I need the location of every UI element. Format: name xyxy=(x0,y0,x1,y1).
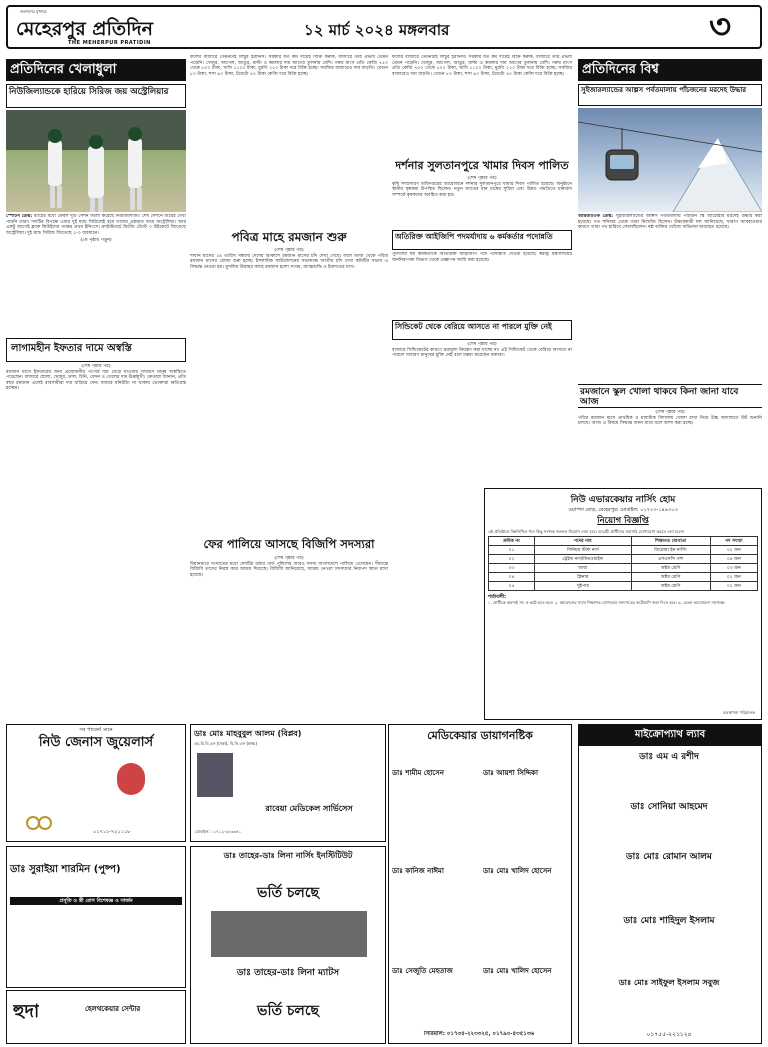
notice-row xyxy=(489,573,758,582)
alps-photo xyxy=(578,108,762,212)
nursing-group-photo xyxy=(211,911,367,957)
ad-nursing-institute xyxy=(190,846,386,1044)
biplob-photo xyxy=(197,753,233,797)
diagnostic-doctor: ডাঃ মোঃ খালিদ হোসেন xyxy=(483,967,552,975)
notice-cell: ০১ xyxy=(489,546,535,555)
notice-title: নিয়োগ বিজ্ঞপ্তি xyxy=(597,516,649,526)
page-number: ৩ xyxy=(708,7,732,47)
alps-article xyxy=(578,214,762,364)
ad-doctor-biplob xyxy=(190,724,386,842)
suraiya-specialty: প্রসূতি ও স্ত্রী রোগ বিশেষজ্ঞ ও সার্জন xyxy=(10,897,182,905)
notice-header: ক্রমিক নং xyxy=(489,537,535,546)
cricket-photo xyxy=(6,110,186,212)
diagnostic-name: মেডিকেয়ার ডায়াগনষ্টিক xyxy=(427,729,533,742)
school-body: পবিত্র রমজান মাসে প্রাথমিক ও মাধ্যমিক বিদ্যালয় খোলা রাখা নিয়ে উচ্চ আদালতে রিট শুনানি চলছে। আজ এ বিষয়ে সিদ্ধান্ত জানা যাবে বলে আশা করা হচ্ছে। xyxy=(578,415,762,427)
notice-cell: ট্রেইন্ড নার্স/মিডওয়াইফ xyxy=(535,555,631,564)
farm-continued: (শেষ পৃষ্ঠার পর) xyxy=(467,176,497,181)
farm-body: কৃষি সম্প্রসারণ অধিদপ্তরের আয়োজনে দর্শনার সুলতানপুরে খামার দিবস পালিত হয়েছে। অনুষ্ঠানে স্থানীয় কৃষকরা উপস্থিত ছিলেন। নতুন জাতের ধান চাষের সুবিধা এবং উন্নত পদ্ধতিতে চাষাবাদ সম্পর্কে কৃষকদের অবহিত করা হয়। xyxy=(392,181,572,198)
masthead-name: মেহেরপুর প্রতিদিন xyxy=(16,18,153,40)
section-world: প্রতিদিনের বিশ্ব xyxy=(578,59,762,81)
alps-byline: আন্তর্জাতিক ডেস্ক: xyxy=(578,214,614,219)
ramadan-continued: (শেষ পৃষ্ঠার পর) xyxy=(274,248,304,253)
iftar-body: রমজান মাসে ইফতারের জন্য প্রয়োজনীয় পণ্যের দাম বেড়ে যাওয়ায় সাধারণ মানুষ অস্বস্তিতে পড়েছেন। বাজারে ছোলা, খেজুর, ডাল, চিনি, বেসন ও তেলের দাম ঊর্ধ্বমুখী। ক্রেতারা জানান, প্রতি বছর রমজান এলেই ব্যবসায়ীরা দাম বাড়িয়ে দেন। বাজার মনিটরিং না থাকায় ভোক্তারা ক্ষতিগ্রস্ত হচ্ছেন। xyxy=(6,369,186,392)
notice-cell: ডিপ্লোমা ইন নার্সিং xyxy=(631,546,710,555)
ramadan-headline: পবিত্র মাহে রমজান শুরু xyxy=(231,230,347,244)
bgp-headline: ফের পালিয়ে আসছে বিজিপি সদস্যরা xyxy=(203,537,375,551)
masthead-name-en: THE MEHERPUR PRATIDIN xyxy=(68,40,151,46)
biplob-phone: মোবাইল: ০১৭১২-২৮৩৩৪১ xyxy=(195,829,242,834)
masthead xyxy=(6,5,762,49)
notice-header: পদ সংখ্যা xyxy=(710,537,757,546)
diagnostic-doctor: ডাঃ আয়শা সিদ্দিকা xyxy=(483,769,538,777)
notice-cell: ০৪ xyxy=(489,573,535,582)
cricket-body: ম্যাচের মধ্যে কেবল দুটি সেশন ফলো করেছে নিউজিল্যান্ড। শেষ সেশনে জয়ের দেখা পায়নি তারা। দলটির বিপক্ষে এবার দুই ম্যাচ সিরিজেই হয়ে তাদের একমাত্র জয়ে অস্ট্রেলিয়া। আর একটু আগেই ব্ল্যাক কিউইদের পক্ষের প্রথম ইনিংসে। ক্রাইস্টচার্চে দ্বিতীয় টেস্টে ৩ উইকেটে জিতেছে অস্ট্রেলিয়া। দুই ম্যাচ সিরিজ জিতেছে ২-০ ব্যবধানে। xyxy=(6,214,186,236)
notice-header: পদের নাম xyxy=(535,537,631,546)
notice-cell: ০২ জন xyxy=(710,582,757,591)
notice-signature: ব্যবস্থাপনা পরিচালক xyxy=(722,710,755,715)
notice-intro: এই প্রতিষ্ঠানে নিম্নলিখিত পদে কিছু সংখ্যক জনবল নিয়োগ দেয়া হবে। আগ্রহী প্রার্থীদের সরাসরি যোগাযোগ করতে বলা হলো। xyxy=(488,529,685,534)
mats-title: ডাঃ তাহের-ডাঃ লিনা ম্যাটস xyxy=(236,968,340,978)
section-sports: প্রতিদিনের খেলাধুলা xyxy=(6,59,186,81)
alps-body: সুইজারল্যান্ডের আল্পস পর্বতমালায় পাঁচজন স্কি আরোহীর মরদেহ উদ্ধার করা হয়েছে। গত শনিবার থেকে তারা নিখোঁজ ছিলেন। উদ্ধারকারী দল জানিয়েছে, খারাপ আবহাওয়ার কারণে তারা পথ হারিয়ে ফেলেছিলেন। ষষ্ঠ ব্যক্তির খোঁজে অভিযান অব্যাহত রয়েছে। xyxy=(578,214,762,231)
ramadan-body: শাবান মাসের ২৯ তারিখ সন্ধ্যায় দেশের আকাশে রমজান মাসের চাঁদ দেখা গেছে। ফলে আজ থেকে পবিত্র রমজান মাসের রোজা শুরু হচ্ছে। ইসলামিক ফাউন্ডেশনের সভাকক্ষে জাতীয় চাঁদ দেখা কমিটির সভায় এ সিদ্ধান্ত নেওয়া হয়। মুসলিম উম্মাহর কাছে রমজান হলো সংযম, আত্মশুদ্ধি ও ইবাদতের মাস। xyxy=(190,253,388,270)
cricket-article xyxy=(6,214,186,336)
school-article xyxy=(578,410,762,486)
micropath-doctor: ডাঃ মোঃ শাহিদুল ইসলাম xyxy=(623,916,715,926)
notice-terms-title: শর্তাবলী: xyxy=(488,594,507,600)
micropath-name: মাইক্রোপ্যাথ ল্যাব xyxy=(579,725,761,746)
huda-subtitle: হেলথকেয়ার সেন্টার xyxy=(85,1005,141,1013)
police-headline: অতিরিক্ত আইজিপি পদমর্যাদায় ৬ কর্মকর্তার পদোন্নতি xyxy=(392,230,572,250)
notice-cell: ০৩ xyxy=(489,564,535,573)
iftar-headline: লাগামহীন ইফতার দামে অস্বস্তি xyxy=(6,338,186,362)
market-article xyxy=(190,55,388,225)
notice-row xyxy=(489,546,758,555)
police-article xyxy=(392,252,572,318)
micropath-doctor: ডাঃ এম এ রশীদ xyxy=(639,752,699,762)
diagnostic-phone: সিরিয়াল: ০১৭৩৫-২২৩৩২৫, ০১৭৯০-৫৩৫১৩৬ xyxy=(423,1031,535,1037)
diagnostic-doctor: ডাঃ কানিজ নাঈমা xyxy=(392,867,444,875)
notice-cell: অষ্টম শ্রেণি xyxy=(631,564,710,573)
jewellers-phone: ০১৭১২-৭২১১১৮ xyxy=(93,829,131,835)
school-headline: রমজানে স্কুল খোলা থাকবে কিনা জানা যাবে আজ xyxy=(578,384,762,408)
notice-cell: আয়া xyxy=(535,564,631,573)
notice-cell: সুইপার xyxy=(535,582,631,591)
micropath-doctor: ডাঃ মোঃ সাইফুল ইসলাম সবুজ xyxy=(618,978,720,987)
biplob-org: রাবেয়া মেডিকেল সার্ভিসেস xyxy=(265,804,353,813)
suraiya-name: ডাঃ সুরাইয়া শারমিন (পুষ্প) xyxy=(10,864,121,875)
huda-name: হুদা xyxy=(13,1001,40,1022)
police-body: পুলিশের ছয় কর্মকর্তাকে অতিরিক্ত আইজিপি পদে পদোন্নতি দেওয়া হয়েছে। স্বরাষ্ট্র মন্ত্রণালয়ের জননিরাপত্তা বিভাগ থেকে প্রজ্ঞাপন জারি করা হয়েছে। xyxy=(392,252,572,263)
masthead-tagline: জনগণের মুখপত্র xyxy=(20,9,47,14)
proprietor-photo xyxy=(117,763,145,795)
cricket-byline: স্পোর্টস ডেস্ক: xyxy=(6,214,33,219)
micropath-doctor: ডাঃ মোঃ রোমান আলম xyxy=(626,852,712,862)
ad-medicare-diagnostic xyxy=(388,724,572,1044)
ad-jewellers xyxy=(6,724,186,842)
cable-car-illustration xyxy=(578,108,762,212)
notice-cell: সিনিয়র স্টাফ নার্স xyxy=(535,546,631,555)
notice-row xyxy=(489,564,758,573)
notice-terms: ১. প্রার্থীকে অবশ্যই সৎ ও কর্মঠ হতে হবে। ২. আবেদনের সাথে শিক্ষাগত যোগ্যতার সনদপত্রের ফটোকপি জমা দিতে হবে। ৩. বেতন আলোচনা সাপেক্ষে। xyxy=(488,600,726,605)
ad-micropath-lab xyxy=(578,724,762,1044)
nursing-cta: ভর্তি চলছে xyxy=(257,885,319,901)
iftar-continued: (শেষ পৃষ্ঠার পর) xyxy=(81,364,111,369)
notice-cell: অষ্টম শ্রেণি xyxy=(631,582,710,591)
notice-cell: এসএসসি পাশ xyxy=(631,555,710,564)
biplob-name: ডাঃ মোঃ মাহবুবুল আলম (বিপ্লব) xyxy=(194,729,302,738)
jewellers-title: নিউ জেনাস জুয়েলার্স xyxy=(38,735,154,750)
cricketers-illustration xyxy=(6,110,186,212)
diagnostic-doctor: ডাঃ মোঃ খালিদ হোসেন xyxy=(483,867,552,875)
center-top-body: ফলের বাজারে তেমনটাই লিচুর ইরানিস। সরকার যত কম দামেই বিক্রি করুক, বাজারে তার প্রভাব তেমন পড়েনি। খেজুর, আপেল, আঙুর, মাল্টা ও কমলার দাম আগের তুলনায় বেশি। গরুর মাংস প্রতি কেজি ৭৫০ থেকে ৮০০ টাকা, খাসি ১১০০ টাকা, মুরগি ২২০ টাকা দরে বিক্রি হচ্ছে। সবজির বাজারেও দাম বাড়তি। বেগুন ৮০ টাকা, শসা ৬০ টাকা, টমেটো ৪০ টাকা কেজি দরে বিক্রি হচ্ছে। xyxy=(392,55,572,77)
syndicate-body: বাজারে সিন্ডিকেটের কারণে দ্রব্যমূল্য নিয়ন্ত্রণ করা যাচ্ছে না। এই সিন্ডিকেট থেকে বেরিয়ে আসতে না পারলে সাধারণ মানুষের মুক্তি নেই বলে মন্তব্য করেছেন বক্তারা। xyxy=(392,347,572,359)
notice-cell: ক্লিনার xyxy=(535,573,631,582)
cricket-headline: নিউজিল্যান্ডকে হারিয়ে সিরিজ জয় অস্ট্রেলিয়ার xyxy=(6,84,186,108)
ad-huda-healthcare xyxy=(6,990,186,1044)
cricket-more: (৫ম পৃষ্ঠায় পড়ুন) xyxy=(80,238,112,244)
bgp-article xyxy=(190,556,388,718)
micropath-phone: ০১৭৫৫-২২১১২৪ xyxy=(646,1031,692,1038)
alps-headline: সুইজারল্যান্ডের আল্পস পর্বতমালায় পাঁচজনের মরদেহ উদ্ধার xyxy=(578,84,762,106)
notice-org: নিউ এভারকেয়ার নার্সিং হোম xyxy=(570,495,676,505)
notice-address: ওয়াপদা মোড়, মেহেরপুর। মোবাইল: ০১৭২৩-১৪৯৩০৩ xyxy=(568,507,678,513)
ramadan-article xyxy=(190,248,388,530)
notice-row xyxy=(489,582,758,591)
notice-cell: ০২ xyxy=(489,555,535,564)
micropath-doctor: ডাঃ সোনিয়া আহমেদ xyxy=(630,802,708,812)
jewellers-tagline: সব পাবেন! মানে xyxy=(79,727,113,733)
farm-headline: দর্শনার সুলতানপুরে খামার দিবস পালিত xyxy=(395,159,569,172)
bgp-body: মিয়ানমারে সংঘাতের মধ্যে দেশটির বর্ডার গার্ড পুলিশের আরও সদস্য বাংলাদেশে পালিয়ে এসেছেন। সীমান্তে বিজিবি তাদের নিরস্ত্র করে আশ্রয় দিয়েছে। বিজিবি জানিয়েছে, আশ্রয় নেওয়া সদস্যদের নিরাপদ স্থানে রাখা হয়েছে। xyxy=(190,561,388,578)
syndicate-continued: (শেষ পৃষ্ঠার পর) xyxy=(467,342,497,347)
notice-header: শিক্ষাগত যোগ্যতা xyxy=(631,537,710,546)
mats-cta: ভর্তি চলছে xyxy=(257,1003,319,1019)
notice-cell: ০২ জন xyxy=(710,573,757,582)
ad-doctor-suraiya xyxy=(6,846,186,988)
diagnostic-doctor: ডাঃ সেজুতি মেহতাজ xyxy=(392,967,453,975)
notice-cell: ০৫ xyxy=(489,582,535,591)
center-top-article xyxy=(392,55,572,155)
notice-cell: ০৪ জন xyxy=(710,555,757,564)
recruitment-notice xyxy=(484,488,762,720)
bgp-continued: (শেষ পৃষ্ঠার পর) xyxy=(274,556,304,561)
biplob-degree: এম.বি.বি.এস (ঢাকা), বি.সি.এস (স্বাস্থ্য) xyxy=(194,741,258,746)
notice-cell: ০২ জন xyxy=(710,546,757,555)
notice-table xyxy=(488,536,758,591)
nursing-title: ডাঃ তাহের-ডাঃ লিনা নার্সিং ইনস্টিটিউট xyxy=(223,851,353,860)
iftar-article xyxy=(6,364,186,719)
diagnostic-doctor: ডাঃ শামীম হোসেন xyxy=(392,769,444,777)
masthead-date: ১২ মার্চ ২০২৪ মঙ্গলবার xyxy=(304,21,450,39)
school-continued: (শেষ পৃষ্ঠার পর) xyxy=(655,410,685,415)
syndicate-article xyxy=(392,342,572,482)
syndicate-headline: সিন্ডিকেট থেকে বেরিয়ে আসতে না পারলে মুক্তি নেই xyxy=(392,320,572,340)
notice-cell: অষ্টম শ্রেণি xyxy=(631,573,710,582)
notice-row xyxy=(489,555,758,564)
market-body: ফলের বাজারে তেমনটাই লিচুর ইরানিস। সরকার যত কম দামেই বিক্রি করুক, বাজারে তার প্রভাব তেমন পড়েনি। খেজুর, আপেল, আঙুর, মাল্টা ও কমলার দাম আগের তুলনায় বেশি। গরুর মাংস প্রতি কেজি ৭৫০ থেকে ৮০০ টাকা, খাসি ১১০০ টাকা, মুরগি ২২০ টাকা দরে বিক্রি হচ্ছে। সবজির বাজারেও দাম বাড়তি। বেগুন ৮০ টাকা, শসা ৬০ টাকা, টমেটো ৪০ টাকা কেজি দরে বিক্রি হচ্ছে। xyxy=(190,55,388,77)
ring-icon xyxy=(21,815,61,831)
farm-article xyxy=(392,176,572,228)
notice-cell: ০৩ জন xyxy=(710,564,757,573)
